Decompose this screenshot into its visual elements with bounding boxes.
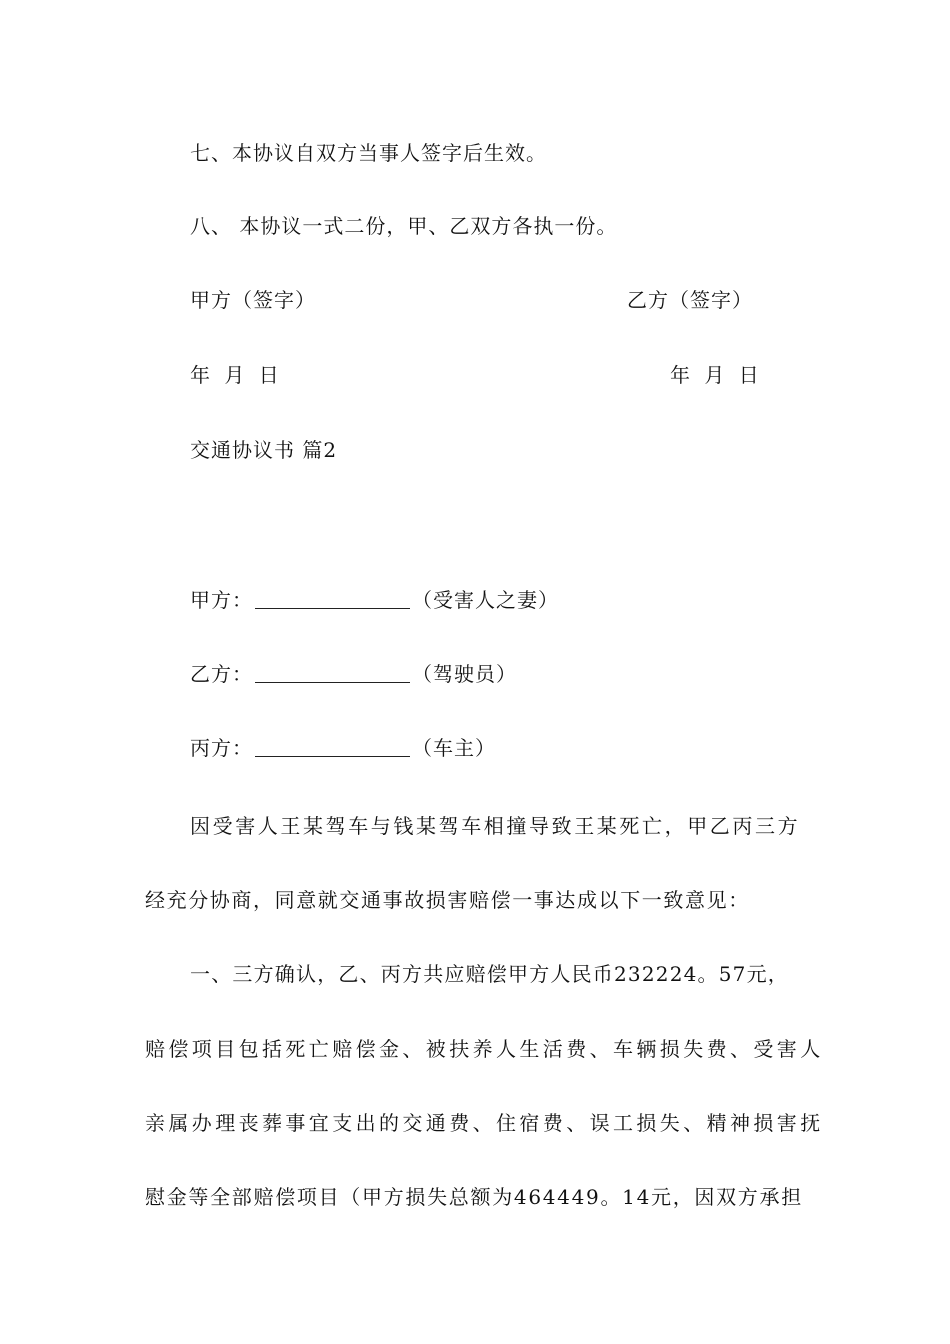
clause-seven: 七、本协议自双方当事人签字后生效。 <box>190 141 547 165</box>
party-b-blank-field <box>255 662 410 683</box>
party-c-blank-field <box>255 736 410 757</box>
item-one-line-3: 亲属办理丧葬事宜支出的交通费、住宿费、误工损失、精神损害抚 <box>145 1111 824 1135</box>
party-c-role: （车主） <box>412 736 496 760</box>
party-a-blank-field <box>255 588 410 609</box>
party-line-b <box>190 659 517 689</box>
date-row <box>190 360 760 390</box>
party-b-role: （驾驶员） <box>412 662 517 686</box>
party-c-label: 丙方： <box>190 736 253 760</box>
party-a-signature-label: 甲方（签字） <box>190 288 316 312</box>
party-a-label: 甲方： <box>190 588 253 612</box>
party-a-date-label: 年 月 日 <box>190 363 280 387</box>
clause-eight: 八、 本协议一式二份，甲、乙双方各执一份。 <box>190 214 618 238</box>
party-a-role: （受害人之妻） <box>412 588 559 612</box>
item-one-line-2: 赔偿项目包括死亡赔偿金、被扶养人生活费、车辆损失费、受害人 <box>145 1037 824 1061</box>
item-one-line-1: 一、三方确认，乙、丙方共应赔偿甲方人民币232224。57元， <box>190 962 789 986</box>
intro-paragraph-line-2: 经充分协商，同意就交通事故损害赔偿一事达成以下一致意见： <box>145 888 750 912</box>
party-b-label: 乙方： <box>190 662 253 686</box>
item-one-line-4: 慰金等全部赔偿项目（甲方损失总额为464449。14元，因双方承担 <box>145 1185 803 1209</box>
party-b-date-label: 年 月 日 <box>670 363 760 387</box>
party-b-signature-label: 乙方（签字） <box>627 288 753 312</box>
party-line-a <box>190 585 559 615</box>
intro-paragraph-line-1: 因受害人王某驾车与钱某驾车相撞导致王某死亡，甲乙丙三方 <box>190 814 801 838</box>
signature-row <box>190 285 760 315</box>
party-line-c <box>190 733 496 763</box>
section-title: 交通协议书 篇2 <box>190 438 338 462</box>
